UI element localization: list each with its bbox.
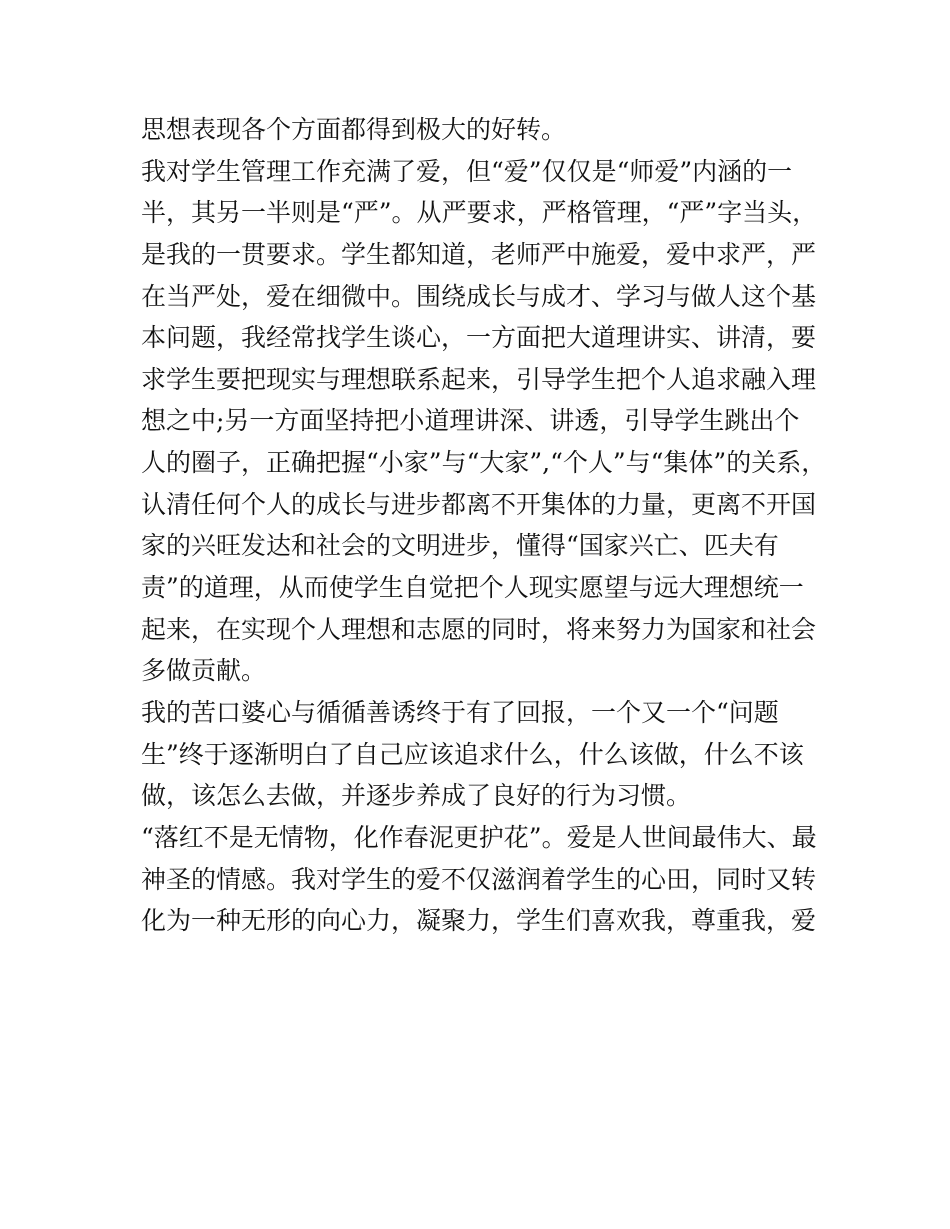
- text-line: 想之中;另一方面坚持把小道理讲深、讲透，引导学生跳出个: [141, 406, 800, 436]
- text-line: 生”终于逐渐明白了自己应该追求什么，什么该做，什么不该: [141, 739, 804, 769]
- body-text: [141, 109, 827, 942]
- text-line: 半，其另一半则是“严”。从严要求，严格管理，“严”字当头，: [141, 198, 818, 228]
- text-line: 多做贡献。: [141, 656, 267, 686]
- text-line: 是我的一贯要求。学生都知道，老师严中施爱，爱中求严，严: [141, 239, 817, 269]
- text-line: 责”的道理，从而使学生自觉把个人现实愿望与远大理想统一: [141, 573, 804, 603]
- text-line: 在当严处，爱在细微中。围绕成长与成才、学习与做人这个基: [141, 281, 817, 311]
- text-line: 我的苦口婆心与循循善诱终于有了回报，一个又一个“问题: [141, 697, 779, 727]
- text-line: 人的圈子，正确把握“小家”与“大家”,“个人”与“集体”的关系，: [141, 448, 827, 478]
- text-line: 化为一种无形的向心力，凝聚力，学生们喜欢我，尊重我，爱: [141, 906, 817, 936]
- text-line: 本问题，我经常找学生谈心，一方面把大道理讲实、讲清，要: [141, 323, 817, 353]
- text-line: 家的兴旺发达和社会的文明进步，懂得“国家兴亡、匹夫有: [141, 531, 779, 561]
- text-line: 思想表现各个方面都得到极大的好转。: [141, 115, 567, 144]
- text-line: 认清任何个人的成长与进步都离不开集体的力量，更离不开国: [141, 489, 817, 519]
- text-line: “落红不是无情物，化作春泥更护花”。爱是人世间最伟大、最: [141, 822, 817, 852]
- text-line: 求学生要把现实与理想联系起来，引导学生把个人追求融入理: [141, 364, 817, 394]
- text-line: 神圣的情感。我对学生的爱不仅滋润着学生的心田，同时又转: [141, 864, 817, 894]
- text-line: 起来，在实现个人理想和志愿的同时，将来努力为国家和社会: [141, 614, 817, 644]
- text-line: 做，该怎么去做，并逐步养成了良好的行为习惯。: [141, 781, 692, 811]
- text-line: 我对学生管理工作充满了爱，但“爱”仅仅是“师爱”内涵的一: [141, 156, 793, 186]
